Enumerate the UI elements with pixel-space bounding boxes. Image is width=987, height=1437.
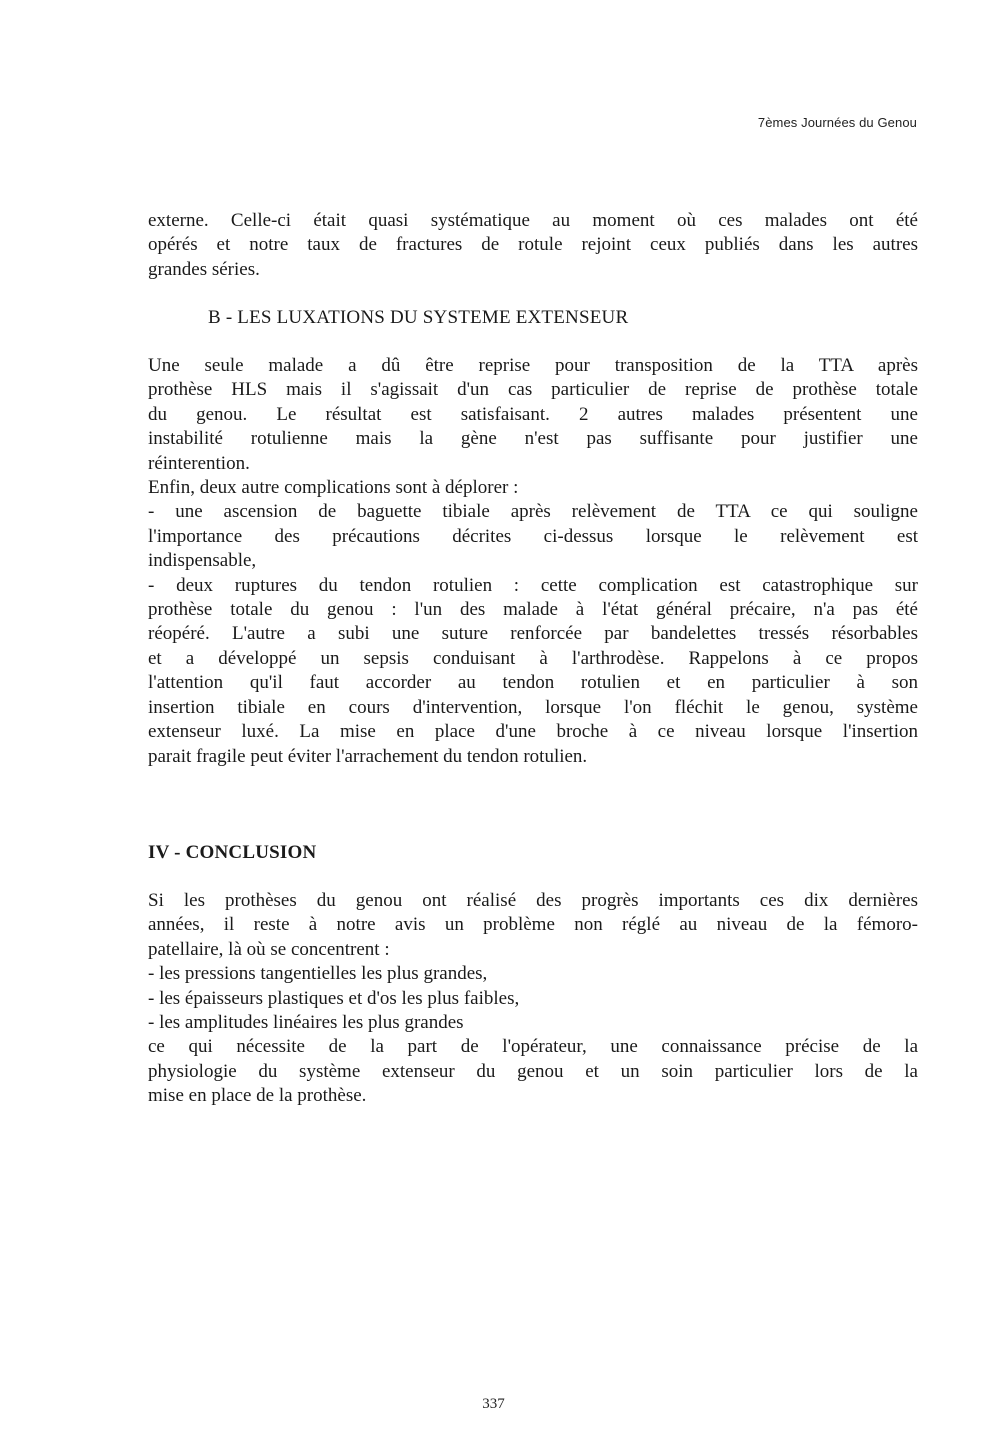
- text-line: instabilité rotulienne mais la gène n'est pas suffisante pour justifier une: [148, 428, 918, 450]
- text-line: du genou. Le résultat est satisfaisant. 2 autres malades présentent une: [148, 403, 918, 425]
- text-line: - les pressions tangentielles les plus grandes,: [148, 963, 488, 985]
- text-line: et a développé un sepsis conduisant à l'arthrodèse. Rappelons à ce propos: [148, 647, 918, 669]
- text-line: - les amplitudes linéaires les plus grandes: [148, 1012, 464, 1034]
- text-line: l'attention qu'il faut accorder au tendon rotulien et en particulier à son: [148, 672, 918, 694]
- luxations-paragraph: [148, 354, 918, 769]
- text-line: - une ascension de baguette tibiale après relèvement de TTA ce qui souligne: [148, 501, 918, 523]
- text-line: mise en place de la prothèse.: [148, 1085, 367, 1107]
- text-line: réopéré. L'autre a subi une suture renforcée par bandelettes tressés résorbables: [148, 623, 918, 645]
- text-line: insertion tibiale en cours d'intervention, lorsque l'on fléchit le genou, système: [148, 696, 918, 718]
- text-line: - les épaisseurs plastiques et d'os les plus faibles,: [148, 987, 520, 1009]
- text-line: ce qui nécessite de la part de l'opérateur, une connaissance précise de la: [148, 1036, 918, 1058]
- text-line: externe. Celle-ci était quasi systématique au moment où ces malades ont été: [148, 210, 918, 231]
- text-line: opérés et notre taux de fractures de rotule rejoint ceux publiés dans les autres: [148, 234, 918, 256]
- text-line: patellaire, là où se concentrent :: [148, 938, 390, 960]
- section-heading-luxations: B - LES LUXATIONS DU SYSTEME EXTENSEUR: [208, 307, 629, 328]
- text-line: Une seule malade a dû être reprise pour transposition de la TTA après: [148, 355, 918, 376]
- page-number: 337: [482, 1396, 505, 1412]
- text-line: prothèse totale du genou : l'un des malade à l'état général précaire, n'a pas été: [148, 599, 918, 621]
- text-line: extenseur luxé. La mise en place d'une broche à ce niveau lorsque l'insertion: [148, 721, 918, 743]
- text-line: indispensable,: [148, 550, 257, 572]
- text-line: années, il reste à notre avis un problème non réglé au niveau de la fémoro-: [148, 914, 918, 936]
- text-line: physiologie du système extenseur du genou et un soin particulier lors de la: [148, 1060, 918, 1082]
- section-heading-conclusion: IV - CONCLUSION: [148, 842, 317, 863]
- text-line: - deux ruptures du tendon rotulien : cette complication est catastrophique sur: [148, 574, 918, 596]
- text-line: prothèse HLS mais il s'agissait d'un cas particulier de reprise de prothèse totale: [148, 379, 918, 401]
- text-line: grandes séries.: [148, 258, 260, 280]
- text-line: réinterention.: [148, 452, 250, 474]
- text-line: l'importance des précautions décrites ci-dessus lorsque le relèvement est: [148, 525, 918, 547]
- conclusion-paragraph: [148, 889, 918, 1109]
- intro-paragraph: [148, 209, 918, 282]
- text-line: parait fragile peut éviter l'arrachement du tendon rotulien.: [148, 745, 588, 767]
- text-line: Enfin, deux autre complications sont à déplorer :: [148, 477, 519, 499]
- running-header: 7èmes Journées du Genou: [757, 115, 917, 130]
- text-line: Si les prothèses du genou ont réalisé des progrès importants ces dix dernières: [148, 890, 918, 911]
